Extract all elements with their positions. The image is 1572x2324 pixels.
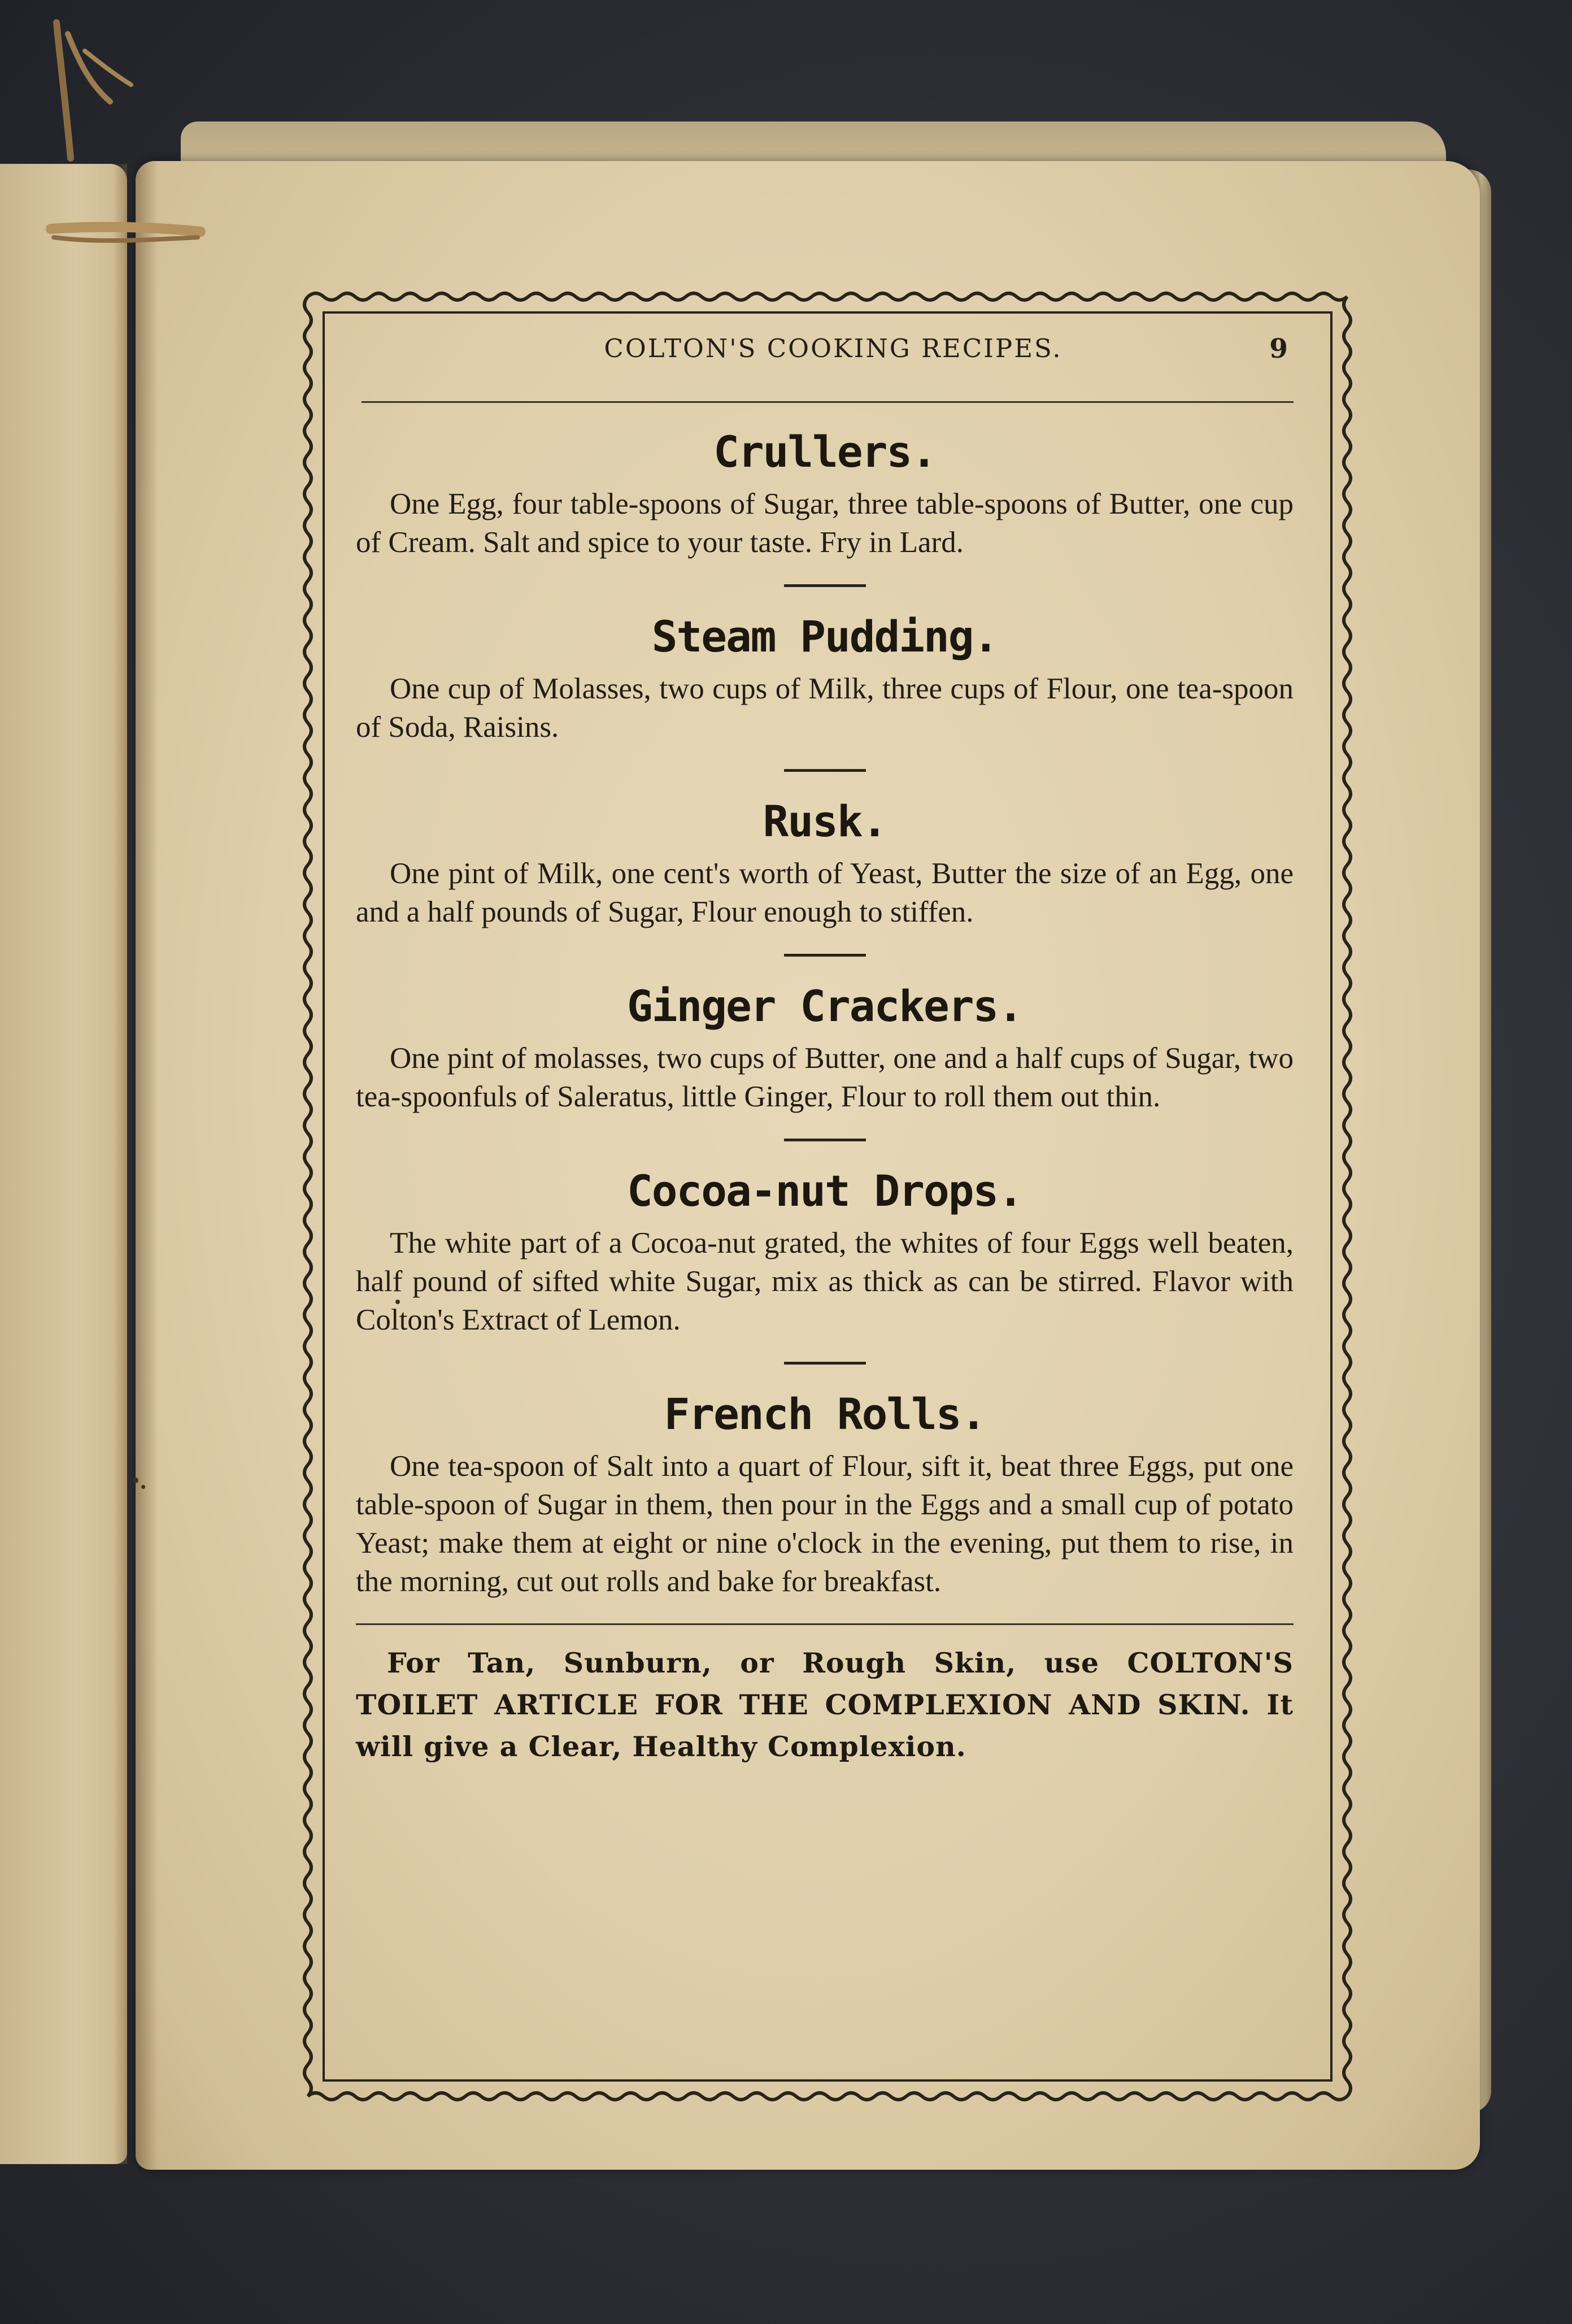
running-head [356, 333, 1294, 396]
advertisement-rule [356, 1623, 1294, 1625]
recipe-body: One tea-spoon of Salt into a quart of Flour, sift it, beat three Eggs, put one table-spoon of Sugar in them, then pour in the Eggs and a small cup of potato Yeast; make them at eight or nine o'clock in the evening, put them to rise, in the morning, cut out rolls and bake for breakfast. [356, 1450, 1294, 1598]
page-content [356, 333, 1294, 1767]
recipe-body: One pint of molasses, two cups of Butter, one and a half cups of Sugar, two tea-spoonfuls of Saleratus, little Ginger, Flour to roll them out thin. [356, 1042, 1294, 1113]
recipe-body: One Egg, four table-spoons of Sugar, three table-spoons of Butter, one cup of Cream. Salt and spice to your taste. Fry in Lard. [356, 488, 1294, 559]
recipe-crullers [356, 424, 1294, 562]
recipe-title: Ginger Crackers. [626, 981, 1023, 1031]
page-number: 9 [1269, 333, 1288, 364]
recipe-body: One pint of Milk, one cent's worth of Yeast, Butter the size of an Egg, one and a half pounds of Sugar, Flour enough to stiffen. [356, 857, 1294, 928]
recipe-cocoa-nut-drops [356, 1163, 1294, 1339]
header-rule [362, 401, 1294, 403]
recipe-title: Rusk. [763, 796, 887, 846]
recipe-title: Steam Pudding. [651, 611, 998, 662]
wavy-border-edge [304, 297, 311, 2096]
recipe-french-rolls [356, 1386, 1294, 1601]
wavy-border-edge [1344, 297, 1351, 2096]
running-title: COLTON'S COOKING RECIPES. [604, 333, 1062, 363]
wavy-border-edge [308, 293, 1347, 300]
recipe-divider [784, 954, 866, 957]
advertisement-text: For Tan, Sunburn, or Rough Skin, use COLTON'S TOILET ARTICLE FOR THE COMPLEXION AND SKIN. It will give a Clear, Healthy Complexion. [356, 1647, 1294, 1763]
recipe-title: Crullers. [713, 427, 936, 477]
recipe-divider [784, 584, 866, 587]
recipe-body: One cup of Molasses, two cups of Milk, three cups of Flour, one tea-spoon of Soda, Raisins. [356, 672, 1294, 744]
recipe-title: Cocoa-nut Drops. [626, 1166, 1023, 1216]
recipe-title: French Rolls. [664, 1389, 986, 1439]
recipe-divider [784, 1362, 866, 1365]
recipe-rusk [356, 793, 1294, 931]
recipe-divider [784, 769, 866, 772]
recipe-steam-pudding [356, 609, 1294, 746]
recipe-ginger-crackers [356, 978, 1294, 1116]
recipe-body: The white part of a Cocoa-nut grated, the whites of four Eggs well beaten, half pound of sifted white Sugar, mix as thick as can be stirred. Flavor with Colton's Extract of Lemon. [356, 1227, 1294, 1336]
wavy-border-edge [308, 2093, 1347, 2100]
recipe-divider [784, 1139, 866, 1141]
